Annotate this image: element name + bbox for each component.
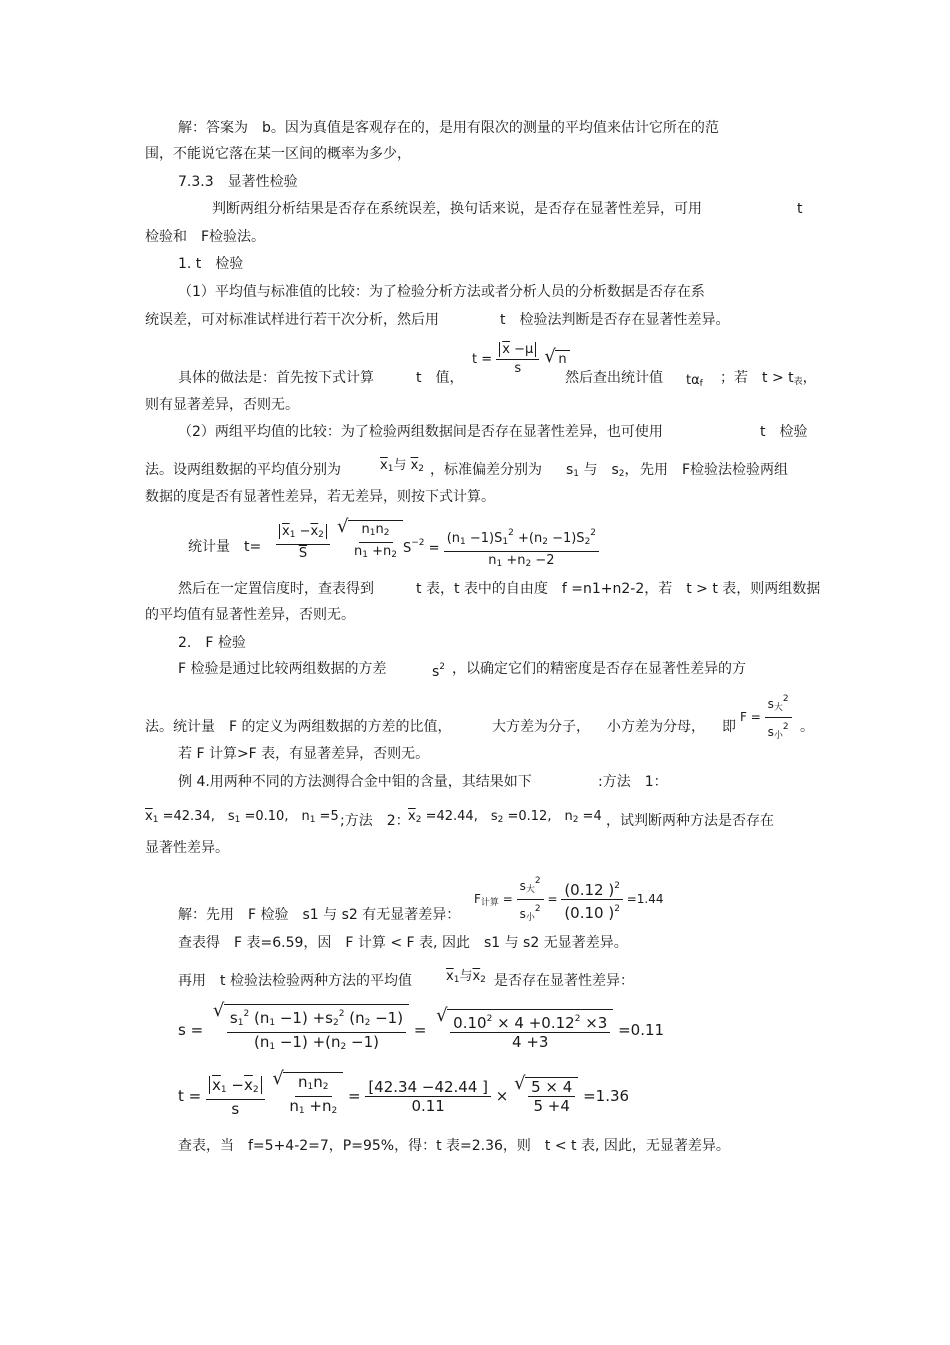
paragraph-t-apply: 再用 t 检验法检验两种方法的平均值	[178, 973, 412, 989]
subheading-t-test: 1. t 检验	[178, 256, 244, 272]
paragraph-case2-cont2: 数据的度是否有显著性差异，若无差异，则按下式计算。	[145, 489, 495, 505]
paragraph-solution-f: 查表得 F 表=6.59，因 F 计算 < F 表, 因此 s1 与 s2 无显著差异。	[178, 935, 628, 951]
paragraph-method-t: t 值，	[416, 370, 464, 386]
method2-values: $\overline{x}2 =42.44$, s2 =0.12, n2 =4	[408, 809, 602, 825]
paragraph-f-intro: F 检验是通过比较两组数据的方差	[178, 661, 387, 677]
means-symbols: $\overline{x}1$与 $\overline{x}2$	[380, 458, 425, 474]
paragraph-case1: （1）平均值与标准值的比较：为了检验分析方法或者分析人员的分析数据是否存在系	[178, 284, 705, 300]
paragraph-example-q: ，试判断两种方法是否存在	[606, 813, 774, 829]
paragraph-method-cont: 则有显著差异，否则无。	[145, 397, 299, 413]
paragraph-table-cont2: 的平均值有显著性差异，否则无。	[145, 607, 355, 623]
section-heading: 7.3.3 显著性检验	[178, 174, 298, 190]
formula-label-stat: 统计量 t=	[188, 539, 262, 555]
paragraph-case2-t: t 检验	[760, 424, 808, 440]
paragraph-table-cont: t 表，t 表中的自由度 f =n1+n2-2，若 t > t 表，则两组数据	[416, 581, 821, 597]
formula-t-calc: t = $\frac{\overline{x}1 -\overline{x}2}{s}$ √ $\frac{n1n2}{n1 +n2}$ = $\frac{[42.34 -42.44 ]}{0.11}$ × √ $\frac{5 \times 4}{5 +4}$ =1.36	[178, 1072, 629, 1120]
formula-t-two-means: $\frac{\overline{x}1 -\overline{x}2}{S}$ √ $\frac{n1n2}{n1 +n2}$	[276, 520, 403, 564]
paragraph-f-def: 法。统计量 F 的定义为两组数据的方差的比值，	[145, 719, 452, 735]
paragraph-f-rule: 若 F 计算>F 表，有显著差异，否则无。	[178, 746, 430, 762]
method1-values: $\overline{x}1 =42.34$, s1 =0.10, n1 =5	[145, 809, 339, 825]
paragraph-case1-cont2: t 检验法判断是否存在显著性差异。	[500, 312, 730, 328]
paragraph-f-def-num: 大方差为分子，	[492, 719, 590, 735]
paragraph-example-m2: ;方法 2：	[340, 813, 410, 829]
paragraph-table: 然后在一定置信度时，查表得到	[178, 581, 374, 597]
paragraph-case2-std: ，标准偏差分别为	[430, 462, 542, 478]
paragraph-intro-t: t	[797, 201, 803, 217]
subheading-f-test: 2. F 检验	[178, 635, 246, 651]
paragraph-intro: 判断两组分析结果是否存在系统误差，换句话来说，是否存在显著性差异，可用	[212, 201, 702, 217]
paragraph-example: 例 4.用两种不同的方法测得合金中钼的含量，其结果如下	[178, 774, 532, 790]
t-alpha-f-symbol: tαf	[686, 373, 703, 389]
paragraph-f-def-ie: 即	[722, 719, 736, 735]
std-symbols: s1 与 s2，	[566, 462, 639, 479]
formula-f-calc: F计算 = $\frac{s大^2}{s小^2}$ = $\frac{(0.12 )^2}{(0.10 )^2}$ =1.44	[474, 872, 664, 927]
paragraph-method-cond: ；若 t > t表，	[720, 370, 817, 387]
formula-s-calc: s = √ $\frac{s1^2 (n1 -1) +s2^2 (n2 -1)}{(n1 -1) +(n2 -1)}$ = √ $\frac{0.10^2 \times 4 +0.12^2 \times 3}{4 +3}$ =0.11	[178, 1004, 664, 1056]
period-mark: 。	[800, 719, 814, 735]
paragraph-case1-cont: 统误差，可对标准试样进行若干次分析，然后用	[145, 312, 439, 328]
formula-pooled-variance: $S^{-2}$ = $\frac{(n1 -1)S1^2 +(n2 -1)S2^2}{n1 +n2 -2}$	[403, 524, 599, 573]
paragraph-answer: 解：答案为 b。因为真值是客观存在的，是用有限次的测量的平均值来估计它所在的范	[178, 120, 719, 136]
paragraph-t-apply-cont: 是否存在显著性差异：	[494, 973, 634, 989]
paragraph-f-intro-cont: ，以确定它们的精密度是否存在显著性差异的方	[452, 661, 746, 677]
formula-f-def: F = $\frac{s大^2}{s小^2}$	[740, 690, 792, 745]
paragraph-conclusion: 查表，当 f=5+4-2=7，P=95%，得：t 表=2.36，则 t < t 表, 因此，无显著差异。	[178, 1138, 730, 1154]
paragraph-example-q2: 显著性差异。	[145, 840, 229, 856]
paragraph-case2-f: 先用 F检验法检验两组	[640, 462, 789, 478]
paragraph-method: 具体的做法是：首先按下式计算	[178, 370, 374, 386]
paragraph-method-stat: 然后查出统计值	[565, 370, 663, 386]
variance-symbol: $s^2$	[432, 662, 446, 680]
paragraph-answer-cont: 围，不能说它落在某一区间的概率为多少，	[145, 146, 411, 162]
paragraph-intro-cont: 检验和 F检验法。	[145, 229, 266, 245]
paragraph-example-m1: :方法 1：	[598, 774, 668, 790]
formula-t-single: t = $\frac{\overline{x} -\mu}{s}$ √ n	[472, 341, 570, 378]
paragraph-case2-cont: 法。设两组数据的平均值分别为	[145, 462, 341, 478]
paragraph-solution: 解：先用 F 检验 s1 与 s2 有无显著差异：	[178, 907, 461, 923]
paragraph-case2: （2）两组平均值的比较：为了检验两组数据间是否存在显著性差异，也可使用	[178, 424, 663, 440]
means-symbols-2: $\overline{x}1$与$\overline{x}2$	[446, 969, 486, 985]
paragraph-f-def-den: 小方差为分母，	[607, 719, 705, 735]
